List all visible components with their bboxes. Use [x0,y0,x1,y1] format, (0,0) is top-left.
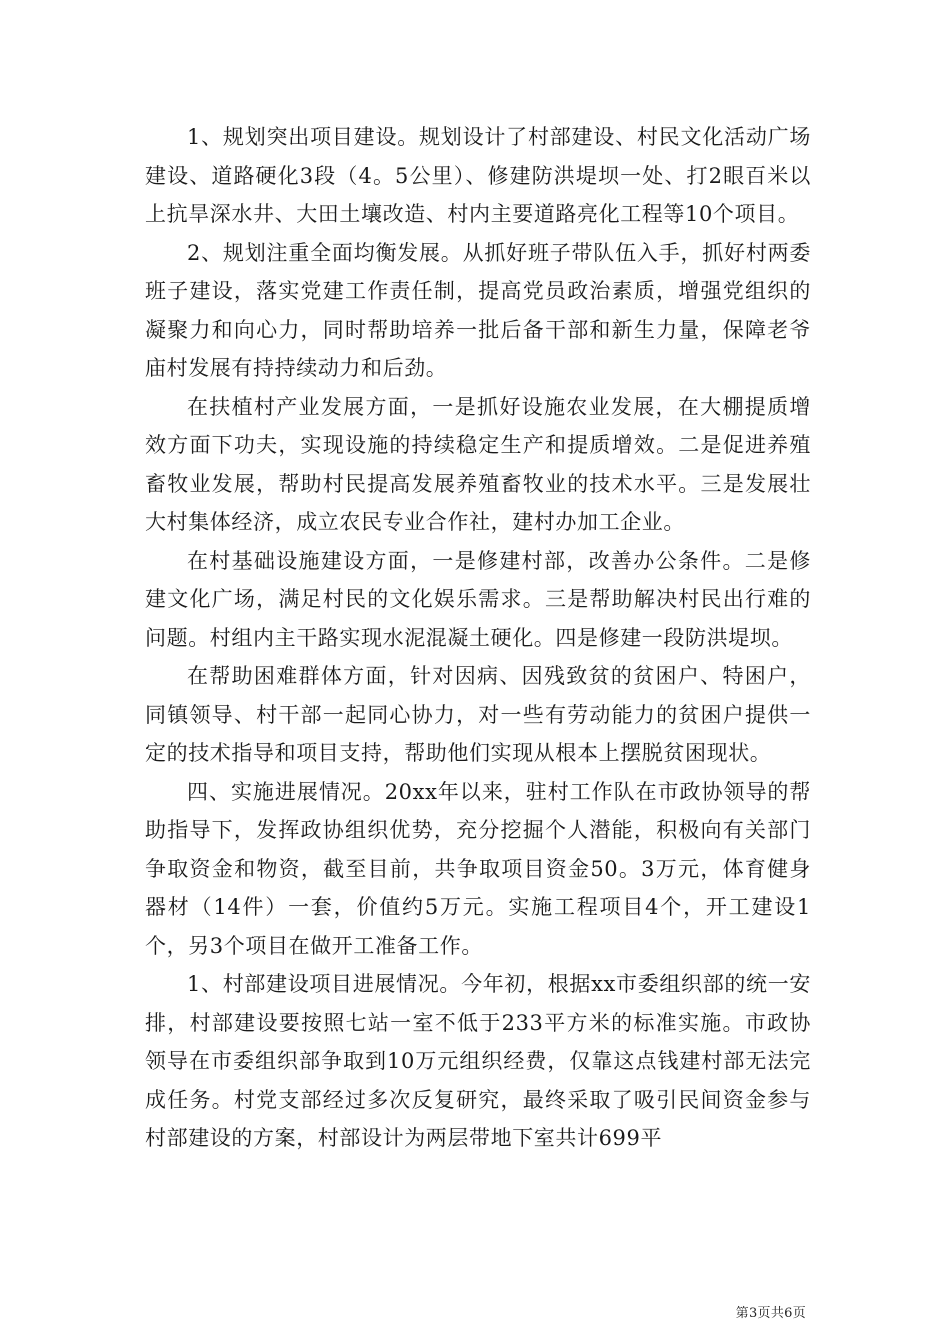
paragraph-6: 四、实施进展情况。20xx年以来，驻村工作队在市政协领导的帮助指导下，发挥政协组织优势，充分挖掘个人潜能，积极向有关部门争取资金和物资，截至目前，共争取项目资金50。3万元，体育健身器材（14件）一套，价值约5万元。实施工程项目4个，开工建设1个，另3个项目在做开工准备工作。 [145,779,811,958]
paragraph-5: 在帮助困难群体方面，针对因病、因残致贫的贫困户、特困户，同镇领导、村干部一起同心协力，对一些有劳动能力的贫困户提供一定的技术指导和项目支持，帮助他们实现从根本上摆脱贫困现状。 [145,664,811,765]
paragraph-1: 1、规划突出项目建设。规划设计了村部建设、村民文化活动广场建设、道路硬化3段（4。5公里）、修建防洪堤坝一处、打2眼百米以上抗旱深水井、大田土壤改造、村内主要道路亮化工程等10个项目。 [145,125,811,226]
paragraph-7: 1、村部建设项目进展情况。今年初，根据xx市委组织部的统一安排，村部建设要按照七站一室不低于233平方米的标准实施。市政协领导在市委组织部争取到10万元组织经费，仅靠这点钱建村部无法完成任务。村党支部经过多次反复研究，最终采取了吸引民间资金参与村部建设的方案，村部设计为两层带地下室共计699平 [145,972,811,1150]
paragraph-4: 在村基础设施建设方面，一是修建村部，改善办公条件。二是修建文化广场，满足村民的文化娱乐需求。三是帮助解决村民出行难的问题。村组内主干路实现水泥混凝土硬化。四是修建一段防洪堤坝。 [145,548,811,650]
page-number-footer: 第3页共6页 [735,1306,806,1321]
paragraph-2: 2、规划注重全面均衡发展。从抓好班子带队伍入手，抓好村两委班子建设，落实党建工作责任制，提高党员政治素质，增强党组织的凝聚力和向心力，同时帮助培养一批后备干部和新生力量，保障老爷庙村发展有持持续动力和后劲。 [145,240,811,380]
document-body [145,118,811,1158]
paragraph-3: 在扶植村产业发展方面，一是抓好设施农业发展，在大棚提质增效方面下功夫，实现设施的持续稳定生产和提质增效。二是促进养殖畜牧业发展，帮助村民提高发展养殖畜牧业的技术水平。三是发展壮大村集体经济，成立农民专业合作社，建村办加工企业。 [145,394,811,534]
